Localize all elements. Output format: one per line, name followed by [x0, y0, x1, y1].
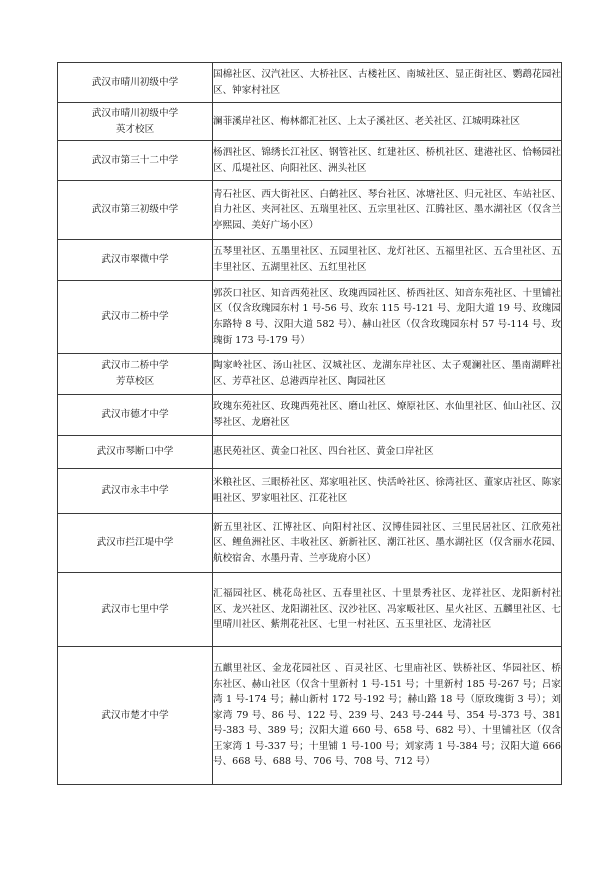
community-list-cell: 汇福园社区、桃花岛社区、五春里社区、十里景秀社区、龙祥社区、龙阳新村社区、龙兴社区、龙阳湖社区、汉沙社区、冯家畈社区、星火社区、五麟里社区、七里晴川社区、紫荆花社区、七里一村社区、五玉里社区、龙清社区 — [213, 573, 562, 647]
table-row — [58, 573, 562, 647]
school-name: 武汉市永丰中学 — [101, 485, 169, 497]
community-list-cell: 米粮社区、三眼桥社区、郑家咀社区、快活岭社区、徐湾社区、董家店社区、陈家咀社区、罗家咀社区、江花社区 — [213, 469, 562, 514]
school-name: 武汉市拦江堤中学 — [96, 537, 174, 549]
community-list-cell: 国棉社区、汉汽社区、大桥社区、古楼社区、南城社区、显正街社区、鹦鹉花园社区、钟家村社区 — [213, 63, 562, 103]
school-name: 武汉市琴断口中学 — [96, 446, 174, 458]
school-name: 武汉市德才中学 — [101, 409, 169, 421]
table-row — [58, 103, 562, 141]
school-name-cell — [58, 436, 213, 469]
school-name: 武汉市楚才中学 — [101, 709, 169, 721]
school-name-cell — [58, 281, 213, 354]
school-name-cell — [58, 395, 213, 436]
community-list-cell: 五琴里社区、五墨里社区、五园里社区、龙灯社区、五福里社区、五合里社区、五丰里社区、五湖里社区、五红里社区 — [213, 240, 562, 281]
school-district-table — [57, 62, 562, 785]
community-list-cell: 青石社区、西大街社区、白鹤社区、琴台社区、冰塘社区、归元社区、车站社区、自力社区、夹河社区、五瑞里社区、五宗里社区、江腾社区、墨水湖社区（仅含兰亭熙园、美好广场小区） — [213, 181, 562, 240]
school-name-cell — [58, 103, 213, 141]
school-name-cell — [58, 514, 213, 573]
table-row — [58, 240, 562, 281]
table-row — [58, 647, 562, 785]
school-name: 武汉市第三十二中学 — [91, 154, 179, 166]
community-list-cell: 杨泗社区、锦绣长江社区、钢管社区、红建社区、桥机社区、建港社区、恰畅园社区、瓜堤社区、向阳社区、洲头社区 — [213, 141, 562, 181]
table-row — [58, 354, 562, 395]
school-campus: 英才校区 — [115, 123, 155, 135]
school-name: 武汉市翠微中学 — [101, 254, 169, 266]
school-name-cell — [58, 240, 213, 281]
school-name: 武汉市七里中学 — [101, 603, 169, 615]
school-name-cell — [58, 63, 213, 103]
school-name-cell — [58, 469, 213, 514]
table-row — [58, 469, 562, 514]
table-row — [58, 436, 562, 469]
school-name-cell — [58, 141, 213, 181]
school-name: 武汉市二桥中学 — [101, 360, 169, 372]
school-name-cell — [58, 181, 213, 240]
community-list-cell: 惠民苑社区、黄金口社区、四台社区、黄金口岸社区 — [213, 436, 562, 469]
school-name: 武汉市第三初级中学 — [91, 204, 179, 216]
table-row — [58, 141, 562, 181]
school-name: 武汉市二桥中学 — [101, 311, 169, 323]
community-list-cell: 玫瑰东苑社区、玫瑰西苑社区、磨山社区、燎原社区、水仙里社区、仙山社区、汉琴社区、龙磨社区 — [213, 395, 562, 436]
school-name: 武汉市晴川初级中学 — [91, 107, 179, 119]
school-name-cell — [58, 354, 213, 395]
table-row — [58, 281, 562, 354]
community-list-cell: 五麒里社区、金龙花园社区 、百灵社区、七里庙社区、铁桥社区、华园社区、桥东社区、赫山社区（仅含十里新村 1 号-151 号；十里新村 185 号-267 号；吕家湾 1 号-174 号；赫山新村 172 号-192 号；赫山路 18 号（原玫瑰街 3 号）；刘家湾 79 号、86 号、122 号、239 号、243 号-244 号、354 号-373 号、381 号-383 号、389 号；汉阳大道 660 号、658 号、682 号）、十里铺社区（仅含王家湾 1 号-337 号；十里铺 1 号-100 号；刘家湾 1 号-384 号；汉阳大道 666 号、668 号、688 号、706 号、708 号、712 号） — [213, 647, 562, 785]
school-campus: 芳草校区 — [115, 376, 155, 387]
table-row — [58, 63, 562, 103]
community-list-cell: 澜菲溪岸社区、梅林都汇社区、上太子溪社区、老关社区、江城明珠社区 — [213, 103, 562, 141]
community-list-cell: 新五里社区、江博社区、向阳村社区、汉博佳园社区、三里民居社区、江欣苑社区、鲤鱼洲社区、丰收社区、新新社区、潮江社区、墨水湖社区（仅含丽水花园、航校宿舍、水墨丹青、兰亭珑府小区） — [213, 514, 562, 573]
community-list-cell: 陶家岭社区、汤山社区、汉城社区、龙湖东岸社区、太子观澜社区、墨南湖畔社区、芳草社区、总港西岸社区、陶园社区 — [213, 354, 562, 395]
school-name-cell — [58, 647, 213, 785]
table-row — [58, 514, 562, 573]
table-row — [58, 395, 562, 436]
community-list-cell: 郭茨口社区、知音西苑社区、玫瑰西园社区、桥西社区、知音东苑社区、十里铺社区（仅含玫瑰园东村 1 号-56 号、玫东 115 号-121 号、龙阳大道 19 号、玫瑰园东路特 8 号、汉阳大道 582 号）、赫山社区（仅含玫瑰园东村 57 号-114 号、玫瑰街 173 号-179 号） — [213, 281, 562, 354]
school-name: 武汉市晴川初级中学 — [91, 76, 179, 88]
school-name-cell — [58, 573, 213, 647]
table-row — [58, 181, 562, 240]
